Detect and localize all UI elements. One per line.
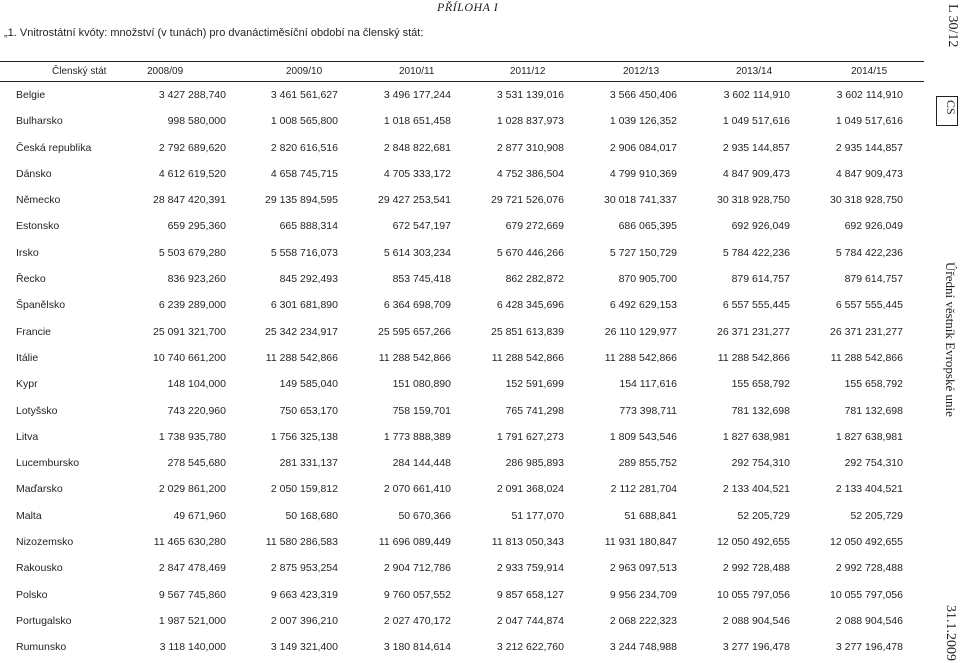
quota-value: 692 926,049: [844, 220, 903, 233]
member-state-name: Irsko: [16, 246, 39, 259]
quota-value: 11 288 542,866: [491, 351, 564, 364]
quota-value: 2 133 404,521: [835, 483, 903, 496]
table-row: [0, 213, 924, 239]
quota-value: 11 288 542,866: [717, 351, 790, 364]
quota-value: 11 288 542,866: [604, 351, 677, 364]
quota-value: 679 272,669: [505, 220, 564, 233]
quota-value: 1 028 837,973: [496, 115, 564, 128]
quota-value: 11 288 542,866: [265, 351, 338, 364]
quota-value: 672 547,197: [392, 220, 451, 233]
quota-value: 2 992 728,488: [835, 562, 903, 575]
quota-value: 743 220,960: [167, 404, 226, 417]
quota-value: 781 132,698: [844, 404, 903, 417]
quota-value: 154 117,616: [619, 378, 677, 391]
quota-value: 151 080,890: [392, 378, 451, 391]
header-period: 2014/15: [851, 66, 888, 77]
quota-value: 30 018 741,337: [604, 194, 677, 207]
quota-value: 5 558 716,073: [270, 246, 338, 259]
quota-value: 6 557 555,445: [835, 299, 903, 312]
quota-value: 781 132,698: [731, 404, 790, 417]
quota-value: 152 591,699: [505, 378, 564, 391]
quota-value: 25 342 234,917: [265, 325, 338, 338]
quota-value: 278 545,680: [167, 457, 226, 470]
quota-value: 6 492 629,153: [609, 299, 677, 312]
quota-value: 11 288 542,866: [378, 351, 451, 364]
quota-value: 5 503 679,280: [158, 246, 226, 259]
member-state-name: Malta: [16, 509, 42, 522]
quota-value: 870 905,700: [618, 273, 677, 286]
quota-value: 10 740 661,200: [153, 351, 226, 364]
quota-value: 4 658 745,715: [270, 167, 338, 180]
quota-value: 6 364 698,709: [383, 299, 451, 312]
quota-value: 292 754,310: [844, 457, 903, 470]
quota-value: 25 595 657,266: [378, 325, 451, 338]
header-period: 2010/11: [399, 66, 435, 77]
quota-value: 2 088 904,546: [835, 614, 903, 627]
table-header-row: [0, 62, 924, 82]
quota-value: 52 205,729: [850, 509, 903, 522]
quota-value: 11 288 542,866: [830, 351, 903, 364]
quota-value: 692 926,049: [731, 220, 790, 233]
quota-value: 148 104,000: [167, 378, 226, 391]
member-state-name: Portugalsko: [16, 614, 72, 627]
quota-value: 12 050 492,655: [830, 536, 903, 549]
table-row: [0, 345, 924, 371]
member-state-name: Rakousko: [16, 562, 63, 575]
header-period: 2012/13: [623, 66, 660, 77]
member-state-name: Estonsko: [16, 220, 60, 233]
quota-value: 26 110 129,977: [604, 325, 677, 338]
quota-value: 2 007 396,210: [270, 614, 338, 627]
quota-value: 1 049 517,616: [722, 115, 790, 128]
member-state-name: Lotyšsko: [16, 404, 58, 417]
member-state-name: Kypr: [16, 378, 38, 391]
quota-value: 51 688,841: [624, 509, 677, 522]
quota-value: 2 112 281,704: [610, 483, 677, 496]
quota-value: 2 027 470,172: [383, 614, 451, 627]
quota-value: 5 784 422,236: [835, 246, 903, 259]
table-row: [0, 476, 924, 502]
member-state-name: Polsko: [16, 588, 48, 601]
quota-value: 3 602 114,910: [836, 89, 903, 101]
quota-value: 3 180 814,614: [383, 641, 451, 654]
table-row: [0, 503, 924, 529]
member-state-name: Bulharsko: [16, 115, 63, 128]
quota-value: 2 133 404,521: [722, 483, 790, 496]
quota-value: 12 050 492,655: [717, 536, 790, 549]
member-state-name: Rumunsko: [16, 641, 67, 654]
member-state-name: Lucembursko: [16, 457, 80, 470]
quota-value: 6 428 345,696: [496, 299, 564, 312]
quota-value: 49 671,960: [173, 509, 226, 522]
quota-value: 51 177,070: [511, 509, 564, 522]
member-state-name: Nizozemsko: [16, 536, 74, 549]
quota-value: 50 168,680: [285, 509, 338, 522]
journal-title: Úřední věstník Evropské unie: [943, 262, 958, 417]
quota-value: 289 855,752: [618, 457, 677, 470]
quota-value: 3 277 196,478: [835, 641, 903, 654]
quota-value: 750 653,170: [279, 404, 338, 417]
quota-value: 1 809 543,546: [609, 430, 677, 443]
header-period: 2009/10: [286, 66, 323, 77]
quota-value: 2 792 689,620: [158, 141, 226, 154]
quota-value: 26 371 231,277: [717, 325, 790, 338]
quota-value: 2 877 310,908: [496, 141, 564, 154]
quota-value: 2 068 222,323: [609, 614, 677, 627]
table-row: [0, 82, 924, 108]
quota-value: 9 857 658,127: [496, 588, 564, 601]
quota-value: 11 580 286,583: [265, 536, 338, 549]
quota-value: 2 091 368,024: [496, 483, 564, 496]
quota-value: 9 663 423,319: [270, 588, 338, 601]
quota-value: 4 799 910,369: [609, 167, 677, 180]
table-row: [0, 582, 924, 608]
quota-value: 30 318 928,750: [717, 194, 790, 207]
table-row: [0, 398, 924, 424]
quota-value: 286 985,893: [505, 457, 564, 470]
quota-value: 11 696 089,449: [378, 536, 451, 549]
quota-table: [0, 61, 924, 661]
quota-value: 2 935 144,857: [835, 141, 903, 154]
quota-value: 25 851 613,839: [491, 325, 564, 338]
quota-value: 2 875 953,254: [270, 562, 338, 575]
quota-value: 1 791 627,273: [496, 430, 564, 443]
publication-date: 31.1.2009: [943, 605, 958, 661]
quota-value: 3 149 321,400: [270, 641, 338, 654]
quota-value: 9 760 057,552: [383, 588, 451, 601]
quota-value: 9 956 234,709: [609, 588, 677, 601]
table-row: [0, 608, 924, 634]
quota-value: 1 008 565,800: [270, 115, 338, 128]
quota-value: 3 212 622,760: [496, 641, 564, 654]
quota-value: 6 557 555,445: [722, 299, 790, 312]
page-reference: L 30/12: [945, 4, 960, 48]
quota-value: 3 244 748,988: [609, 641, 677, 654]
member-state-name: Německo: [16, 194, 61, 207]
header-member-state: Členský stát: [52, 66, 107, 77]
table-row: [0, 108, 924, 134]
table-body: [0, 82, 924, 661]
quota-value: 1 773 888,389: [383, 430, 451, 443]
quota-value: 836 923,260: [167, 273, 226, 286]
quota-value: 2 820 616,516: [270, 141, 338, 154]
quota-value: 3 602 114,910: [723, 89, 790, 101]
member-state-name: Litva: [16, 430, 39, 443]
quota-value: 4 612 619,520: [158, 167, 226, 180]
quota-value: 2 992 728,488: [722, 562, 790, 575]
quota-value: 879 614,757: [844, 273, 903, 286]
table-row: [0, 450, 924, 476]
header-period: 2008/09: [147, 66, 184, 77]
quota-value: 5 670 446,266: [496, 246, 564, 259]
header-period: 2013/14: [736, 66, 773, 77]
quota-value: 11 931 180,847: [604, 536, 677, 549]
quota-value: 3 531 139,016: [496, 89, 564, 101]
quota-value: 5 614 303,234: [383, 246, 451, 259]
quota-value: 2 848 822,681: [383, 141, 451, 154]
table-row: [0, 371, 924, 397]
member-state-name: Španělsko: [16, 299, 66, 312]
quota-value: 2 847 478,469: [158, 562, 226, 575]
quota-value: 11 465 630,280: [153, 536, 226, 549]
quota-value: 2 050 159,812: [270, 483, 338, 496]
quota-value: 52 205,729: [737, 509, 790, 522]
table-row: [0, 135, 924, 161]
quota-value: 758 159,701: [392, 404, 451, 417]
quota-value: 2 933 759,914: [496, 562, 564, 575]
table-row: [0, 161, 924, 187]
table-row: [0, 240, 924, 266]
annex-title: PŘÍLOHA I: [437, 0, 499, 14]
quota-value: 10 055 797,056: [717, 588, 790, 601]
quota-value: 149 585,040: [279, 378, 338, 391]
table-row: [0, 555, 924, 581]
quota-value: 5 784 422,236: [722, 246, 790, 259]
quota-value: 853 745,418: [392, 273, 451, 286]
quota-value: 5 727 150,729: [609, 246, 677, 259]
member-state-name: Belgie: [16, 89, 46, 101]
quota-value: 3 427 288,740: [158, 89, 226, 101]
quota-value: 6 301 681,890: [270, 299, 338, 312]
quota-value: 845 292,493: [279, 273, 338, 286]
table-row: [0, 424, 924, 450]
quota-value: 11 813 050,343: [491, 536, 564, 549]
quota-value: 284 144,448: [392, 457, 451, 470]
quota-value: 25 091 321,700: [153, 325, 226, 338]
quota-value: 29 135 894,595: [265, 194, 338, 207]
quota-value: 4 847 909,473: [835, 167, 903, 180]
quota-value: 29 427 253,541: [378, 194, 451, 207]
quota-value: 10 055 797,056: [830, 588, 903, 601]
member-state-name: Řecko: [16, 273, 46, 286]
header-period: 2011/12: [510, 66, 546, 77]
table-row: [0, 319, 924, 345]
quota-value: 998 580,000: [167, 115, 226, 128]
quota-value: 26 371 231,277: [830, 325, 903, 338]
quota-value: 155 658,792: [731, 378, 790, 391]
quota-value: 3 566 450,406: [609, 89, 677, 101]
quota-value: 862 282,872: [505, 273, 564, 286]
member-state-name: Dánsko: [16, 167, 52, 180]
quota-value: 1 738 935,780: [158, 430, 226, 443]
quota-value: 2 047 744,874: [496, 614, 564, 627]
table-row: [0, 634, 924, 660]
member-state-name: Česká republika: [16, 141, 92, 154]
quota-value: 1 987 521,000: [158, 614, 226, 627]
quota-value: 29 721 526,076: [491, 194, 564, 207]
table-row: [0, 529, 924, 555]
quota-value: 2 963 097,513: [609, 562, 677, 575]
quota-value: 4 705 333,172: [383, 167, 451, 180]
quota-value: 50 670,366: [398, 509, 451, 522]
quota-value: 1 827 638,981: [835, 430, 903, 443]
quota-value: 2 904 712,786: [383, 562, 451, 575]
quota-value: 2 906 084,017: [609, 141, 677, 154]
quota-value: 3 277 196,478: [722, 641, 790, 654]
quota-value: 4 847 909,473: [722, 167, 790, 180]
quota-value: 1 018 651,458: [383, 115, 451, 128]
quota-value: 1 756 325,138: [270, 430, 338, 443]
quota-value: 1 827 638,981: [722, 430, 790, 443]
quota-value: 281 331,137: [279, 457, 338, 470]
quota-value: 2 935 144,857: [722, 141, 790, 154]
quota-value: 1 049 517,616: [835, 115, 903, 128]
table-row: [0, 292, 924, 318]
quota-value: 765 741,298: [505, 404, 564, 417]
quota-value: 6 239 289,000: [158, 299, 226, 312]
quota-value: 292 754,310: [731, 457, 790, 470]
quota-value: 155 658,792: [844, 378, 903, 391]
quota-value: 665 888,314: [279, 220, 338, 233]
member-state-name: Itálie: [16, 351, 39, 364]
quota-value: 4 752 386,504: [496, 167, 564, 180]
quota-value: 28 847 420,391: [153, 194, 226, 207]
quota-value: 879 614,757: [731, 273, 790, 286]
quota-value: 2 088 904,546: [722, 614, 790, 627]
quota-value: 3 118 140,000: [159, 641, 226, 654]
member-state-name: Francie: [16, 325, 52, 338]
quota-value: 9 567 745,860: [158, 588, 226, 601]
quota-value: 3 461 561,627: [270, 89, 338, 101]
section-heading: „1. Vnitrostátní kvóty: množství (v tunách) pro dvanáctiměsíční období na členský stát:: [4, 27, 424, 39]
language-code: CS: [944, 100, 958, 115]
quota-value: 30 318 928,750: [830, 194, 903, 207]
member-state-name: Maďarsko: [16, 483, 63, 496]
quota-value: 773 398,711: [619, 404, 677, 417]
quota-value: 2 029 861,200: [158, 483, 226, 496]
quota-value: 3 496 177,244: [383, 89, 451, 101]
table-row: [0, 266, 924, 292]
quota-value: 659 295,360: [167, 220, 226, 233]
table-row: [0, 187, 924, 213]
quota-value: 686 065,395: [618, 220, 677, 233]
quota-value: 2 070 661,410: [383, 483, 451, 496]
quota-value: 1 039 126,352: [609, 115, 677, 128]
